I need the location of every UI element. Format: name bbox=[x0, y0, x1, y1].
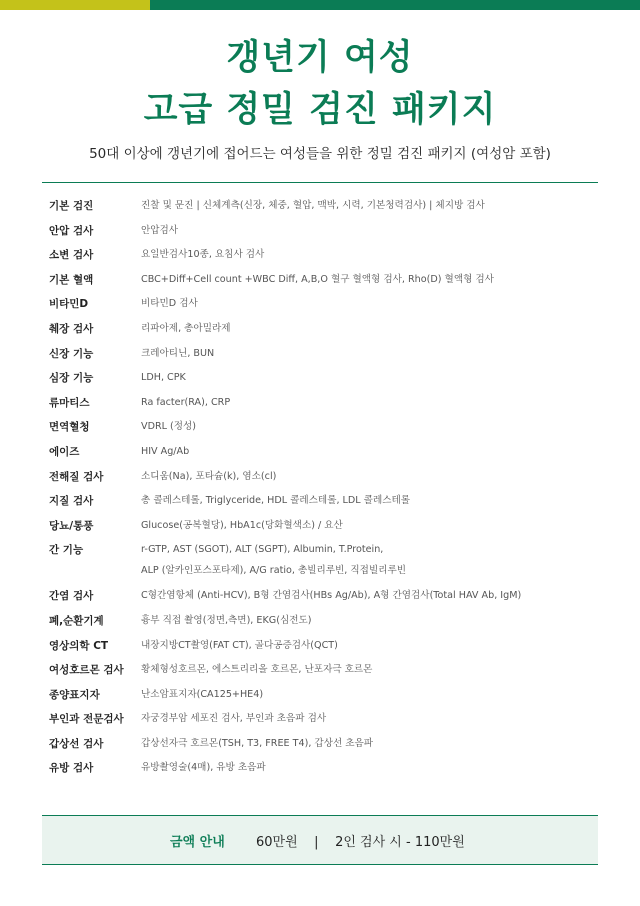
row-detail: 황체형성호르몬, 에스트리리올 호르몬, 난포자극 호르몬 bbox=[141, 664, 373, 676]
row-category: 신장 기능 bbox=[49, 347, 94, 360]
row-category: 췌장 검사 bbox=[49, 322, 94, 335]
row-detail bbox=[141, 539, 598, 581]
checkup-items-table bbox=[42, 198, 598, 785]
row-detail: Ra facter(RA), CRP bbox=[141, 396, 231, 408]
row-detail: 흉부 직접 촬영(정면,측면), EKG(심전도) bbox=[141, 614, 312, 626]
row-detail: 소디움(Na), 포타슘(k), 염소(cl) bbox=[141, 470, 277, 482]
row-detail: 비타민D 검사 bbox=[141, 298, 198, 310]
row-category: 안압 검사 bbox=[49, 224, 94, 237]
row-category: 기본 검진 bbox=[49, 200, 94, 212]
row-detail: 난소암표지자(CA125+HE4) bbox=[141, 688, 264, 700]
row-detail: CBC+Diff+Cell count +WBC Diff, A,B,O 혈구 혈액형 검사, Rho(D) 혈액형 검사 bbox=[141, 273, 494, 285]
row-category: 류마티스 bbox=[49, 396, 90, 409]
row-detail: 총 콜레스테롤, Triglyceride, HDL 콜레스테롤, LDL 콜레스테롤 bbox=[141, 495, 411, 507]
row-category: 면역혈청 bbox=[49, 421, 90, 434]
page-subtitle: 50대 이상에 갱년기에 접어드는 여성들을 위한 정밀 검진 패키지 (여성암 포함) bbox=[89, 146, 551, 162]
row-category: 에이즈 bbox=[49, 445, 80, 458]
top-bar-primary-segment bbox=[150, 0, 640, 10]
price-value: 60만원 | 2인 검사 시 - 110만원 bbox=[256, 835, 465, 850]
row-detail: 크레아티닌, BUN bbox=[141, 347, 215, 359]
row-category: 부인과 전문검사 bbox=[49, 713, 124, 726]
checkup-row bbox=[42, 542, 598, 588]
row-category: 기본 혈액 bbox=[49, 273, 94, 286]
row-category: 심장 기능 bbox=[49, 372, 94, 385]
row-category: 전해질 검사 bbox=[49, 470, 104, 483]
row-category: 비타민D bbox=[49, 298, 89, 311]
row-category: 간염 검사 bbox=[49, 590, 94, 603]
row-detail: 자궁경부암 세포진 검사, 부인과 초음파 검사 bbox=[141, 713, 327, 725]
row-detail: 안압검사 bbox=[141, 224, 179, 236]
page-title-line2: 고급 정밀 검진 패키지 bbox=[143, 90, 497, 130]
price-label: 금액 안내 bbox=[170, 835, 225, 850]
row-category: 지질 검사 bbox=[49, 495, 94, 508]
row-detail: VDRL (정성) bbox=[141, 421, 197, 433]
row-category: 갑상선 검사 bbox=[49, 737, 104, 750]
row-category: 폐,순환기계 bbox=[49, 614, 104, 627]
row-detail-line1: r-GTP, AST (SGOT), ALT (SGPT), Albumin, T.Protein, bbox=[141, 544, 384, 556]
row-detail: 리파아제, 총아밀라제 bbox=[141, 322, 231, 334]
row-detail: 진찰 및 문진 | 신체계측(신장, 체중, 혈압, 맥박, 시력, 기본청력검사) | 체지방 검사 bbox=[141, 200, 485, 211]
row-detail: Glucose(공복혈당), HbA1c(당화혈색소) / 요산 bbox=[141, 519, 343, 531]
row-detail: 유방촬영술(4매), 유방 초음파 bbox=[141, 762, 266, 774]
row-detail: C형간염항체 (Anti-HCV), B형 간염검사(HBs Ag/Ab), A형 간염검사(Total HAV Ab, IgM) bbox=[141, 590, 522, 602]
row-detail: 내장지방CT촬영(FAT CT), 골다공증검사(QCT) bbox=[141, 639, 338, 651]
row-detail: 갑상선자극 호르몬(TSH, T3, FREE T4), 갑상선 초음파 bbox=[141, 737, 374, 749]
row-detail: LDH, CPK bbox=[141, 372, 186, 384]
row-category: 소변 검사 bbox=[49, 249, 94, 262]
top-bar-accent-segment bbox=[0, 0, 150, 10]
checkup-row bbox=[42, 760, 598, 785]
row-detail: HIV Ag/Ab bbox=[141, 445, 190, 457]
row-detail: 요일반검사10종, 요침사 검사 bbox=[141, 249, 265, 261]
row-category: 여성호르몬 검사 bbox=[49, 664, 124, 677]
divider-top bbox=[42, 182, 598, 183]
top-color-bar bbox=[0, 0, 640, 10]
row-category: 간 기능 bbox=[49, 544, 84, 557]
price-info-box bbox=[42, 816, 598, 865]
row-category: 영상의학 CT bbox=[49, 639, 109, 652]
row-category: 종양표지자 bbox=[49, 688, 100, 701]
page-title-line1: 갱년기 여성 bbox=[226, 38, 414, 78]
row-category: 당뇨/통풍 bbox=[49, 519, 94, 532]
row-category: 유방 검사 bbox=[49, 762, 94, 775]
row-detail-line2: ALP (알카인포스포타제), A/G ratio, 총빌리루빈, 직접빌리루빈 bbox=[141, 565, 407, 577]
